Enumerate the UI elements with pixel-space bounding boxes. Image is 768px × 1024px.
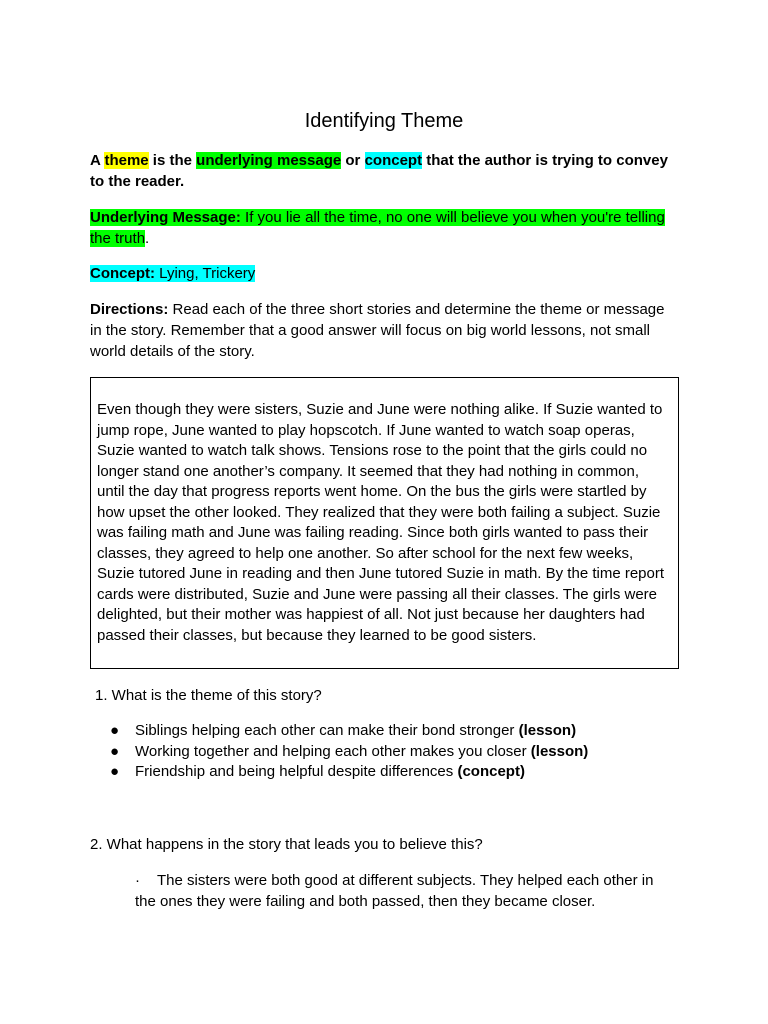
message-label: Underlying Message: — [90, 209, 241, 226]
answer-text: Working together and helping each other makes you closer — [135, 742, 531, 760]
list-item — [110, 721, 670, 742]
directions-label: Directions: — [90, 301, 169, 318]
question-2-answer — [135, 870, 675, 912]
answer-tag: (concept) — [457, 763, 525, 780]
page-title: Identifying Theme — [304, 110, 464, 132]
intro-mid1: is the — [148, 152, 197, 169]
message-period: . — [145, 230, 150, 247]
bullet-icon: ● — [110, 763, 120, 780]
answer-text: The sisters were both good at different subjects. They helped each other in the ones they were failing and both passed, then they became closer. — [135, 872, 654, 910]
theme-word-highlight: theme — [104, 152, 149, 169]
concept-word-highlight: concept — [364, 152, 423, 169]
list-item — [110, 762, 670, 783]
question-2: 2. What happens in the story that leads you to believe this? — [90, 836, 483, 853]
story-box — [90, 377, 679, 669]
message-text: If you lie all the time, no one will believe you when you're telling the truth — [90, 209, 665, 247]
underlying-message-highlight: underlying message — [196, 152, 342, 169]
concept-text: Lying, Trickery — [155, 265, 256, 282]
theme-definition — [90, 150, 680, 192]
question-1-answers — [110, 721, 670, 783]
answer-text: Siblings helping each other can make their bond stronger — [135, 722, 519, 739]
directions — [90, 299, 680, 362]
answer-tag: (lesson) — [518, 722, 577, 739]
bullet-icon: ● — [110, 742, 120, 760]
list-item — [110, 742, 670, 763]
intro-prefix: A — [90, 152, 105, 169]
intro-mid2: or — [341, 152, 365, 169]
directions-text: Read each of the three short stories and determine the theme or message in the story. Remember that a good answer will focus on big world lessons, not small world details of the story. — [90, 301, 665, 360]
concept-example — [90, 263, 680, 284]
answer-tag: (lesson) — [530, 742, 589, 760]
concept-label: Concept: — [90, 265, 155, 282]
answer-text: Friendship and being helpful despite differences — [135, 763, 458, 780]
bullet-icon: ● — [110, 722, 120, 739]
underlying-message-example — [90, 207, 680, 249]
intro-suffix: that the author is trying to convey to the reader. — [90, 152, 668, 190]
bullet-icon: · — [135, 872, 140, 889]
story-text: Even though they were sisters, Suzie and June were nothing alike. If Suzie wanted to jump rope, June wanted to play hopscotch. If June wanted to watch soap operas, Suzie wanted to watch talk shows. Tensions rose to the point that the girls could no longer stand one another’s company. It seemed that they had nothing in common, until the day that progress reports went home. On the bus the girls were startled by how upset the other looked. They realized that they were both failing a subject. Suzie was failing math and June was failing reading. Since both girls wanted to pass their classes, they agreed to help one another. So after school for the next few weeks, Suzie tutored June in reading and then June tutored Suzie in math. By the time report cards were distributed, Suzie and June were passing all their classes. The girls were delighted, but their mother was happiest of all. Not just because her daughters had passed their classes, but because they learned to be good sisters. — [97, 401, 665, 644]
question-1: 1. What is the theme of this story? — [95, 687, 322, 704]
